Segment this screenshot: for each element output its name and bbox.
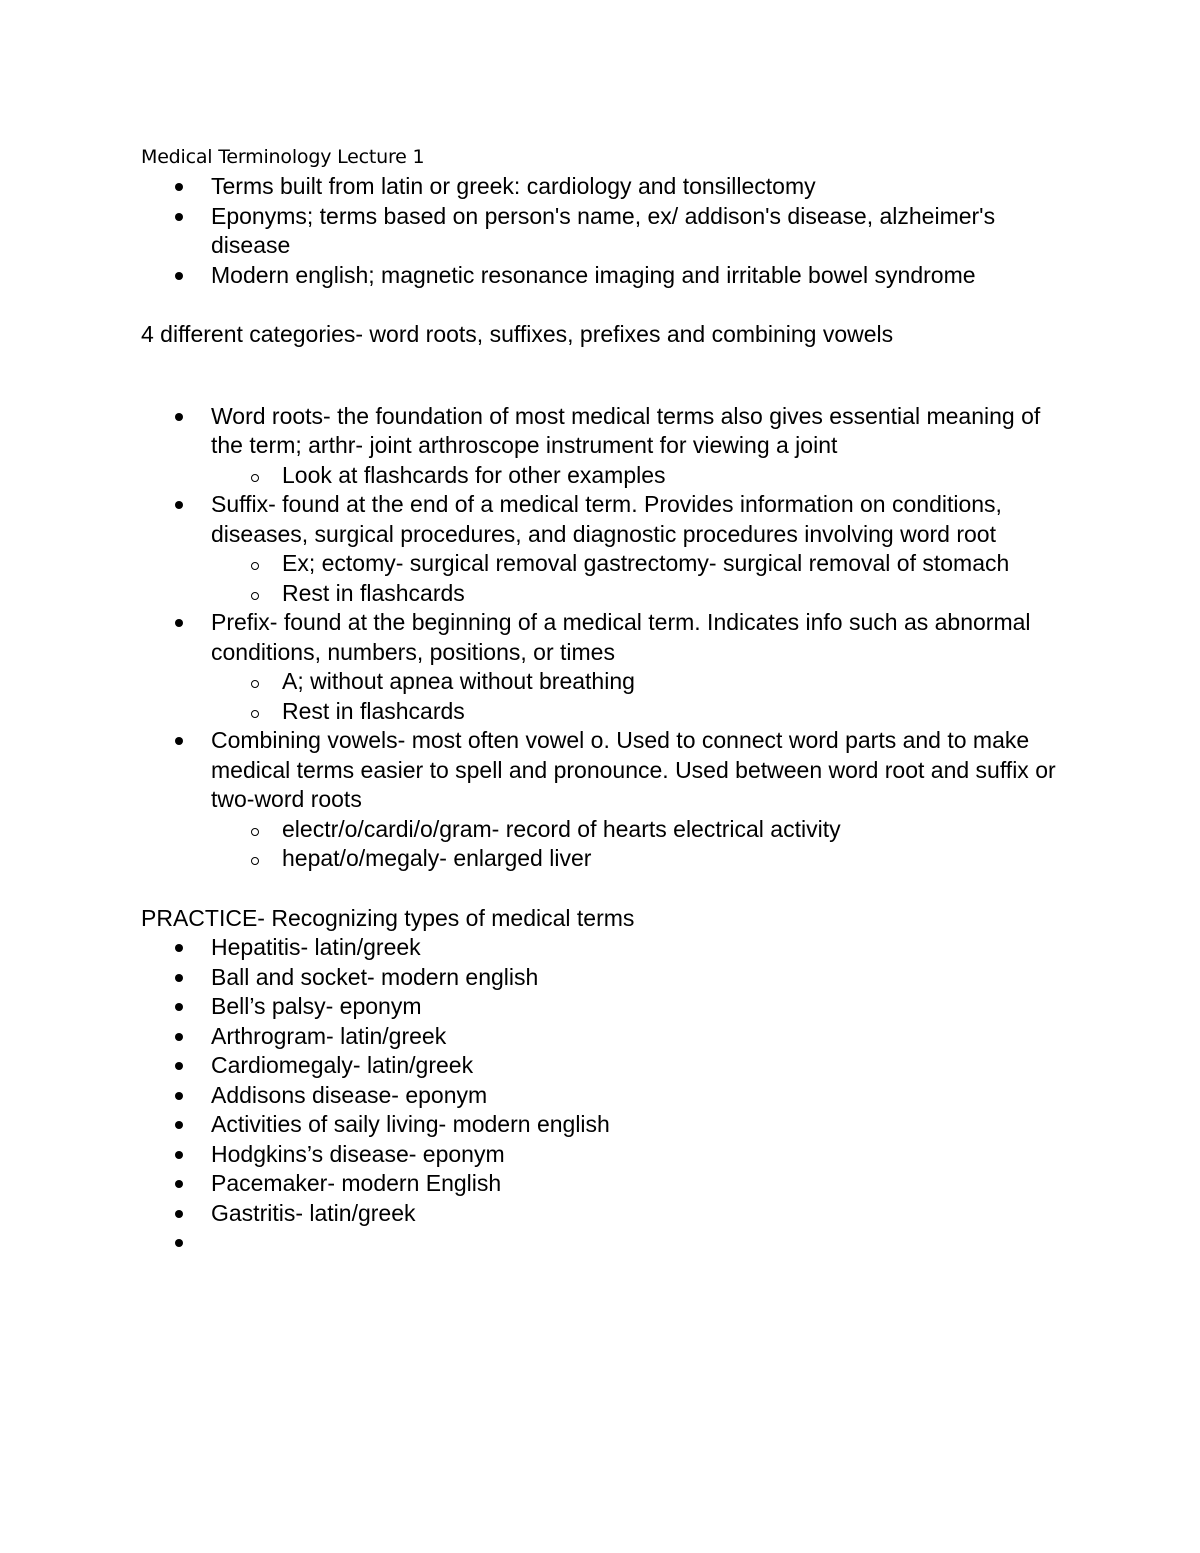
sub-list-item	[211, 667, 1061, 697]
practice-heading: PRACTICE- Recognizing types of medical terms	[141, 904, 635, 931]
list-item	[141, 172, 1061, 202]
document-content	[141, 143, 1061, 1258]
sub-list-item-text: Look at flashcards for other examples	[282, 461, 666, 488]
bullet-icon	[175, 1003, 183, 1011]
list-item-text: Terms built from latin or greek: cardiology and tonsillectomy	[211, 173, 816, 199]
list-item	[141, 1228, 1061, 1258]
spacer	[141, 874, 1061, 904]
sub-list-item	[211, 815, 1061, 845]
intro-list	[141, 172, 1061, 290]
categories-list	[141, 402, 1061, 874]
list-item	[141, 1081, 1061, 1111]
sub-list-item-text: Rest in flashcards	[282, 579, 465, 606]
list-item-text: Modern english; magnetic resonance imaging and irritable bowel syndrome	[211, 261, 976, 288]
circle-bullet-icon	[251, 710, 259, 718]
sub-list	[211, 461, 1061, 491]
spacer	[141, 350, 1061, 402]
bullet-icon	[175, 1180, 183, 1188]
list-item	[141, 490, 1061, 608]
categories-line: 4 different categories- word roots, suffixes, prefixes and combining vowels	[141, 321, 894, 347]
list-item	[141, 202, 1061, 261]
bullet-icon	[175, 1092, 183, 1100]
bullet-icon	[175, 501, 183, 509]
list-item	[141, 261, 1061, 291]
list-item	[141, 402, 1061, 491]
sub-list-item-text: A; without apnea without breathing	[282, 668, 635, 694]
document-title: Medical Terminology Lecture 1	[141, 146, 425, 168]
bullet-icon	[175, 272, 183, 280]
list-item-text: Cardiomegaly- latin/greek	[211, 1052, 474, 1078]
list-item-text: Gastritis- latin/greek	[211, 1199, 416, 1226]
sub-list	[211, 815, 1061, 874]
list-item-text: Bell’s palsy- eponym	[211, 993, 422, 1019]
list-item	[141, 1051, 1061, 1081]
list-item-text: Suffix- found at the end of a medical term. Provides information on conditions, diseases, surgical procedures, and diagnostic procedures involving word root	[211, 491, 1002, 547]
circle-bullet-icon	[251, 474, 259, 482]
list-item	[141, 1169, 1061, 1199]
bullet-icon	[175, 619, 183, 627]
circle-bullet-icon	[251, 828, 259, 836]
list-item-text: Ball and socket- modern english	[211, 963, 539, 990]
list-item	[141, 1140, 1061, 1170]
spacer	[141, 290, 1061, 320]
circle-bullet-icon	[251, 680, 259, 688]
bullet-icon	[175, 974, 183, 982]
bullet-icon	[175, 413, 183, 421]
practice-list	[141, 933, 1061, 1258]
bullet-icon	[175, 1121, 183, 1129]
sub-list-item-text: electr/o/cardi/o/gram- record of hearts electrical activity	[282, 815, 841, 842]
list-item	[141, 963, 1061, 993]
list-item-text: Hepatitis- latin/greek	[211, 934, 421, 960]
circle-bullet-icon	[251, 857, 259, 865]
sub-list	[211, 549, 1061, 608]
list-item	[141, 1110, 1061, 1140]
sub-list-item	[211, 579, 1061, 609]
list-item-text: Prefix- found at the beginning of a medical term. Indicates info such as abnormal conditions, numbers, positions, or times	[211, 609, 1031, 665]
bullet-icon	[175, 944, 183, 952]
list-item-text: Arthrogram- latin/greek	[211, 1022, 447, 1049]
list-item-text: Eponyms; terms based on person's name, ex/ addison's disease, alzheimer's disease	[211, 202, 996, 258]
sub-list-item	[211, 697, 1061, 727]
list-item-text: Pacemaker- modern English	[211, 1170, 502, 1196]
list-item-text: Addisons disease- eponym	[211, 1081, 488, 1108]
bullet-icon	[175, 1151, 183, 1159]
circle-bullet-icon	[251, 592, 259, 600]
list-item	[141, 933, 1061, 963]
sub-list-item	[211, 461, 1061, 491]
list-item-text: Activities of saily living- modern english	[211, 1111, 610, 1137]
list-item	[141, 608, 1061, 726]
circle-bullet-icon	[251, 562, 259, 570]
sub-list-item	[211, 844, 1061, 874]
sub-list-item	[211, 549, 1061, 579]
sub-list-item-text: hepat/o/megaly- enlarged liver	[282, 845, 592, 871]
list-item-text: Combining vowels- most often vowel o. Used to connect word parts and to make medical terms easier to spell and pronounce. Used between word root and suffix or two-word roots	[211, 727, 1056, 812]
bullet-icon	[175, 1239, 183, 1247]
sub-list	[211, 667, 1061, 726]
bullet-icon	[175, 213, 183, 221]
sub-list-item-text: Rest in flashcards	[282, 697, 465, 724]
list-item-text: Hodgkins’s disease- eponym	[211, 1140, 505, 1167]
bullet-icon	[175, 1033, 183, 1041]
list-item	[141, 992, 1061, 1022]
list-item	[141, 726, 1061, 874]
bullet-icon	[175, 183, 183, 191]
bullet-icon	[175, 1062, 183, 1070]
sub-list-item-text: Ex; ectomy- surgical removal gastrectomy- surgical removal of stomach	[282, 550, 1010, 576]
list-item	[141, 1022, 1061, 1052]
bullet-icon	[175, 1210, 183, 1218]
list-item	[141, 1199, 1061, 1229]
list-item-text: Word roots- the foundation of most medical terms also gives essential meaning of the term; arthr- joint arthroscope instrument for viewing a joint	[211, 402, 1041, 458]
bullet-icon	[175, 737, 183, 745]
